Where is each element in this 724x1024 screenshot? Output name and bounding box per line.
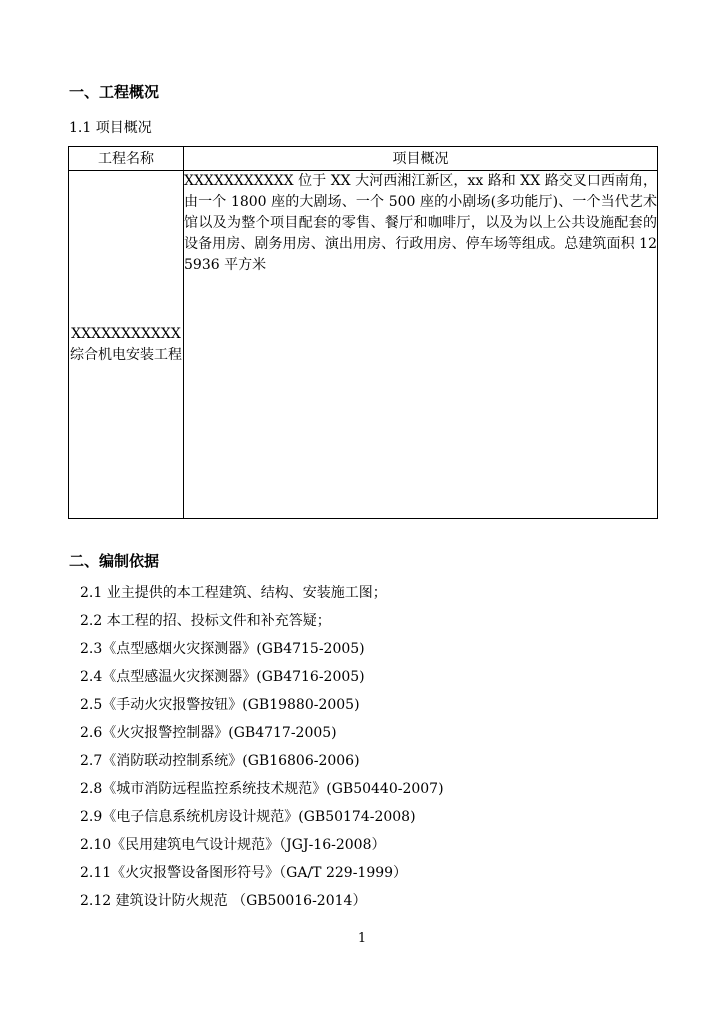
basis-item: 2.8《城市消防远程监控系统技术规范》(GB50440-2007) xyxy=(80,781,444,797)
project-overview-table xyxy=(68,146,658,519)
table-header-row xyxy=(69,147,658,171)
header-project-name: 工程名称 xyxy=(69,147,184,171)
table-row xyxy=(69,171,658,519)
basis-item: 2.7《消防联动控制系统》(GB16806-2006) xyxy=(80,753,360,769)
project-overview-cell: XXXXXXXXXXX 位于 XX 大河西湘江新区，xx 路和 XX 路交叉口西南角，由一个 1800 座的大剧场、一个 500 座的小剧场(多功能厅)、一个当代艺术馆以及为整个项目配套的零售、餐厅和咖啡厅，以及为以上公共设施配套的设备用房、剧务用房、演出用房、行政用房、停车场等组成。总建筑面积 125936 平方米 xyxy=(184,171,658,519)
page-number: 1 xyxy=(357,931,367,946)
basis-item: 2.11《火灾报警设备图形符号》（GA/T 229-1999） xyxy=(80,865,408,881)
basis-item: 2.3《点型感烟火灾探测器》(GB4715-2005) xyxy=(80,641,365,657)
basis-item: 2.1 业主提供的本工程建筑、结构、安装施工图； xyxy=(80,585,387,601)
basis-item: 2.9《电子信息系统机房设计规范》(GB50174-2008) xyxy=(80,809,416,825)
section-2-heading: 二、编制依据 xyxy=(69,552,160,570)
basis-item: 2.2 本工程的招、投标文件和补充答疑； xyxy=(80,613,331,629)
basis-item: 2.6《火灾报警控制器》(GB4717-2005) xyxy=(80,725,337,741)
basis-list xyxy=(80,579,444,915)
header-project-overview: 项目概况 xyxy=(184,147,658,171)
section-1-heading: 一、工程概况 xyxy=(69,83,160,101)
project-name-cell: XXXXXXXXXXX综合机电安装工程 xyxy=(69,171,184,519)
basis-item: 2.5《手动火灾报警按钮》(GB19880-2005) xyxy=(80,697,360,713)
basis-item: 2.10《民用建筑电气设计规范》（JGJ-16-2008） xyxy=(80,837,386,853)
basis-item: 2.12 建筑设计防火规范 （GB50016-2014） xyxy=(80,893,367,909)
basis-item: 2.4《点型感温火灾探测器》(GB4716-2005) xyxy=(80,669,365,685)
section-1-1-subheading: 1.1 项目概况 xyxy=(69,120,152,136)
